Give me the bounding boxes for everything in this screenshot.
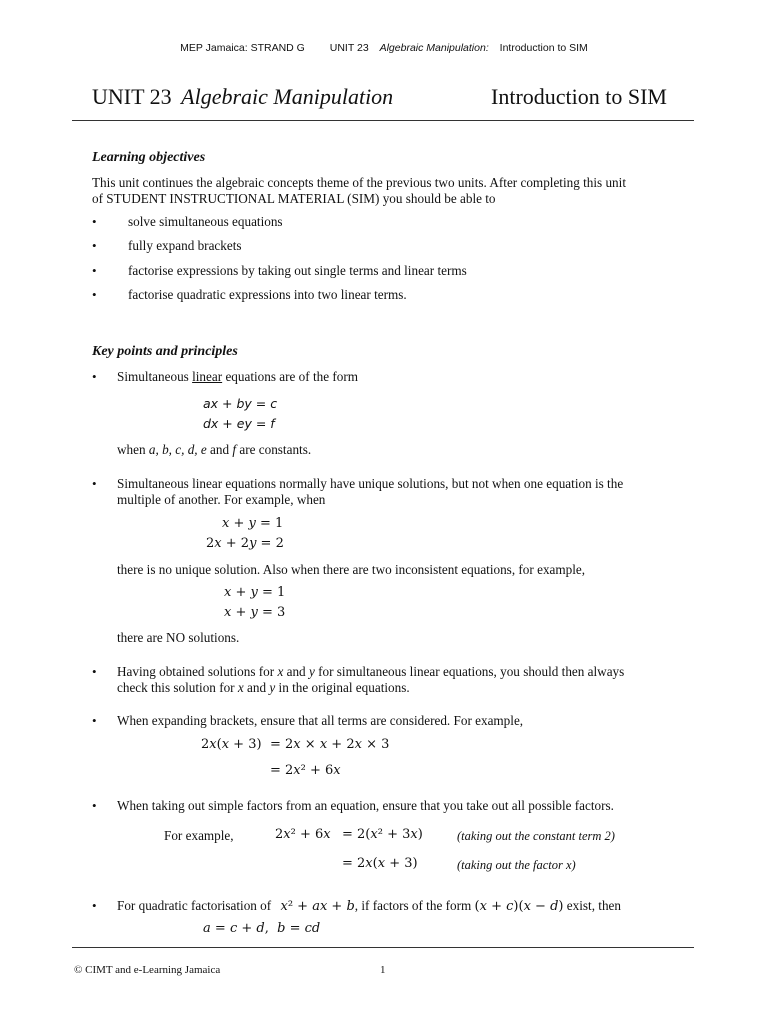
text-span: Simultaneous [117,369,193,384]
math-var: y [269,680,276,695]
bullet: • [92,476,97,491]
bullet: • [92,214,97,229]
keypoint-2-line-1: Simultaneous linear equations normally have unique solutions, but not when one equation is the [117,476,624,491]
page-number: 1 [380,964,386,976]
objectives-intro-2: of STUDENT INSTRUCTIONAL MATERIAL (SIM) you should be able to [92,191,496,206]
header-topic: Algebraic Manipulation: [379,42,489,54]
math-var: x [237,680,244,695]
footer-copyright: © CIMT and e-Learning Jamaica [74,964,221,976]
equation: x + y = 1 [222,516,284,531]
equation: dx + ey = f [203,416,275,431]
constants-line [117,442,311,458]
text-span: and [283,664,309,679]
text-span: and [206,442,233,457]
math-var: f [232,442,237,457]
text-span: exist, then [563,898,621,913]
text-span: Having obtained solutions for [117,664,278,679]
keypoint-6 [117,898,621,915]
bullet: • [92,898,97,913]
bullet: • [92,369,97,384]
header-sub: Introduction to SIM [499,42,588,54]
math-expression: (x + c)(x − d) [474,899,564,914]
text-span: for simultaneous linear equations, you should then always [314,664,625,679]
title-right: Introduction to SIM [491,84,667,109]
equation: = 2x(x + 3) [342,856,418,871]
footer-rule [72,947,694,948]
equation: x + y = 3 [224,605,286,620]
equation: = 2(x² + 3x) [342,827,423,842]
bullet: • [92,263,97,278]
annotation-note: (taking out the constant term 2) [457,829,615,843]
title-unit: UNIT 23 [92,84,172,109]
keypoint-2-line-3: there is no unique solution. Also when there are two inconsistent equations, for example, [117,562,586,577]
text-span: and [243,680,270,695]
keypoint-3-line-2 [117,680,410,696]
keypoint-4: When expanding brackets, ensure that all terms are considered. For example, [117,713,524,728]
header-unit: UNIT 23 [329,42,369,54]
text-span: equations are of the form [222,369,358,384]
title-rule [72,120,694,121]
objective-item: solve simultaneous equations [128,214,283,229]
bullet: • [92,664,97,679]
equation: a = c + d, b = cd [203,921,321,936]
bullet: • [92,287,97,302]
equation: ax + by = c [203,396,278,411]
keypoints-heading: Key points and principles [92,344,238,359]
math-var: x [277,664,284,679]
title-topic: Algebraic Manipulation [181,84,394,109]
bullet: • [92,238,97,253]
equation: = 2x × x + 2x × 3 [270,737,390,752]
equation: x + y = 1 [224,585,286,600]
bullet: • [92,713,97,728]
running-header [0,42,768,54]
math-expression: x² + ax + b [280,899,355,914]
objective-item: factorise quadratic expressions into two linear terms. [128,287,407,302]
page-title [92,84,393,110]
math-vars: a, b, c, d, e [148,442,207,457]
keypoint-3-line-1 [117,664,624,680]
keypoint-2-line-2: multiple of another. For example, when [117,492,326,507]
underlined-text: linear [192,369,223,384]
objective-item: factorise expressions by taking out single terms and linear terms [128,263,467,278]
text-span: check this solution for [117,680,238,695]
text-span: are constants. [236,442,312,457]
objectives-heading: Learning objectives [92,150,206,165]
objective-item: fully expand brackets [128,238,242,253]
text-span: in the original equations. [275,680,410,695]
equation: = 2x² + 6x [270,763,341,778]
for-example-label: For example, [164,828,234,843]
math-var: y [308,664,315,679]
keypoint-2-line-4: there are NO solutions. [117,630,240,645]
text-span: For quadratic factorisation of [117,898,275,913]
header-strand: MEP Jamaica: STRAND G [180,42,305,54]
annotation-note: (taking out the factor x) [457,858,576,872]
equation: 2x + 2y = 2 [206,536,284,551]
equation: 2x(x + 3) [201,737,262,752]
text-span: when [117,442,149,457]
keypoint-1 [117,369,358,385]
objectives-intro-1: This unit continues the algebraic concepts theme of the previous two units. After completing this unit [92,175,626,190]
equation: 2x² + 6x [275,827,331,842]
keypoint-5: When taking out simple factors from an equation, ensure that you take out all possible factors. [117,798,614,813]
bullet: • [92,798,97,813]
text-span: , if factors of the form [354,898,475,913]
